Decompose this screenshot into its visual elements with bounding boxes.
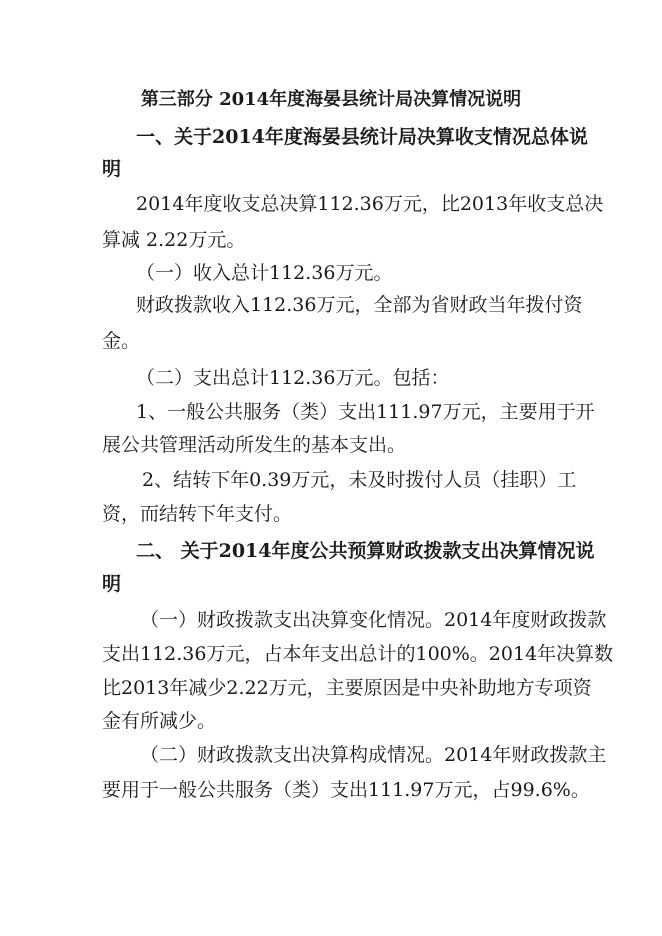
section2-heading-cont: 明 xyxy=(102,573,122,595)
appropriation-change-paragraph-cont: 金有所减少。 xyxy=(102,710,217,732)
appropriation-change-paragraph-cont: 比2013年减少2.22万元，主要原因是中央补助地方专项资 xyxy=(102,677,592,699)
income-heading: （一）收入总计112.36万元。 xyxy=(136,262,393,284)
income-paragraph-cont: 金。 xyxy=(102,330,141,352)
section2-heading: 二、 关于2014年度公共预算财政拨款支出决算情况说 xyxy=(136,540,595,562)
appropriation-structure-paragraph-cont: 要用于一般公共服务（类）支出111.97万元，占99.6%。 xyxy=(102,779,590,801)
appropriation-structure-paragraph: （二）财政拨款支出决算构成情况。2014年财政拨款主 xyxy=(140,744,607,766)
appropriation-change-paragraph: （一）财政拨款支出决算变化情况。2014年度财政拨款 xyxy=(140,609,607,631)
section1-heading-cont: 明 xyxy=(102,158,122,180)
expense-item-1: 1、一般公共服务（类）支出111.97万元，主要用于开 xyxy=(136,401,595,423)
expense-item-2-cont: 资，而结转下年支付。 xyxy=(102,503,293,525)
section1-paragraph-cont: 算减 2.22万元。 xyxy=(102,229,246,251)
expense-item-2: 2、结转下年0.39万元，未及时拨付人员（挂职）工 xyxy=(142,469,577,491)
section1-paragraph: 2014年度收支总决算112.36万元，比2013年收支总决 xyxy=(136,193,604,215)
income-paragraph: 财政拨款收入112.36万元，全部为省财政当年拨付资 xyxy=(136,294,583,316)
section1-heading: 一、关于2014年度海晏县统计局决算收支情况总体说 xyxy=(136,126,588,148)
appropriation-change-paragraph-cont: 支出112.36万元，占本年支出总计的100%。2014年决算数 xyxy=(102,643,614,665)
expense-heading: （二）支出总计112.36万元。包括： xyxy=(136,367,450,389)
expense-item-1-cont: 展公共管理活动所发生的基本支出。 xyxy=(102,434,407,456)
document-title: 第三部分 2014年度海晏县统计局决算情况说明 xyxy=(140,89,522,110)
